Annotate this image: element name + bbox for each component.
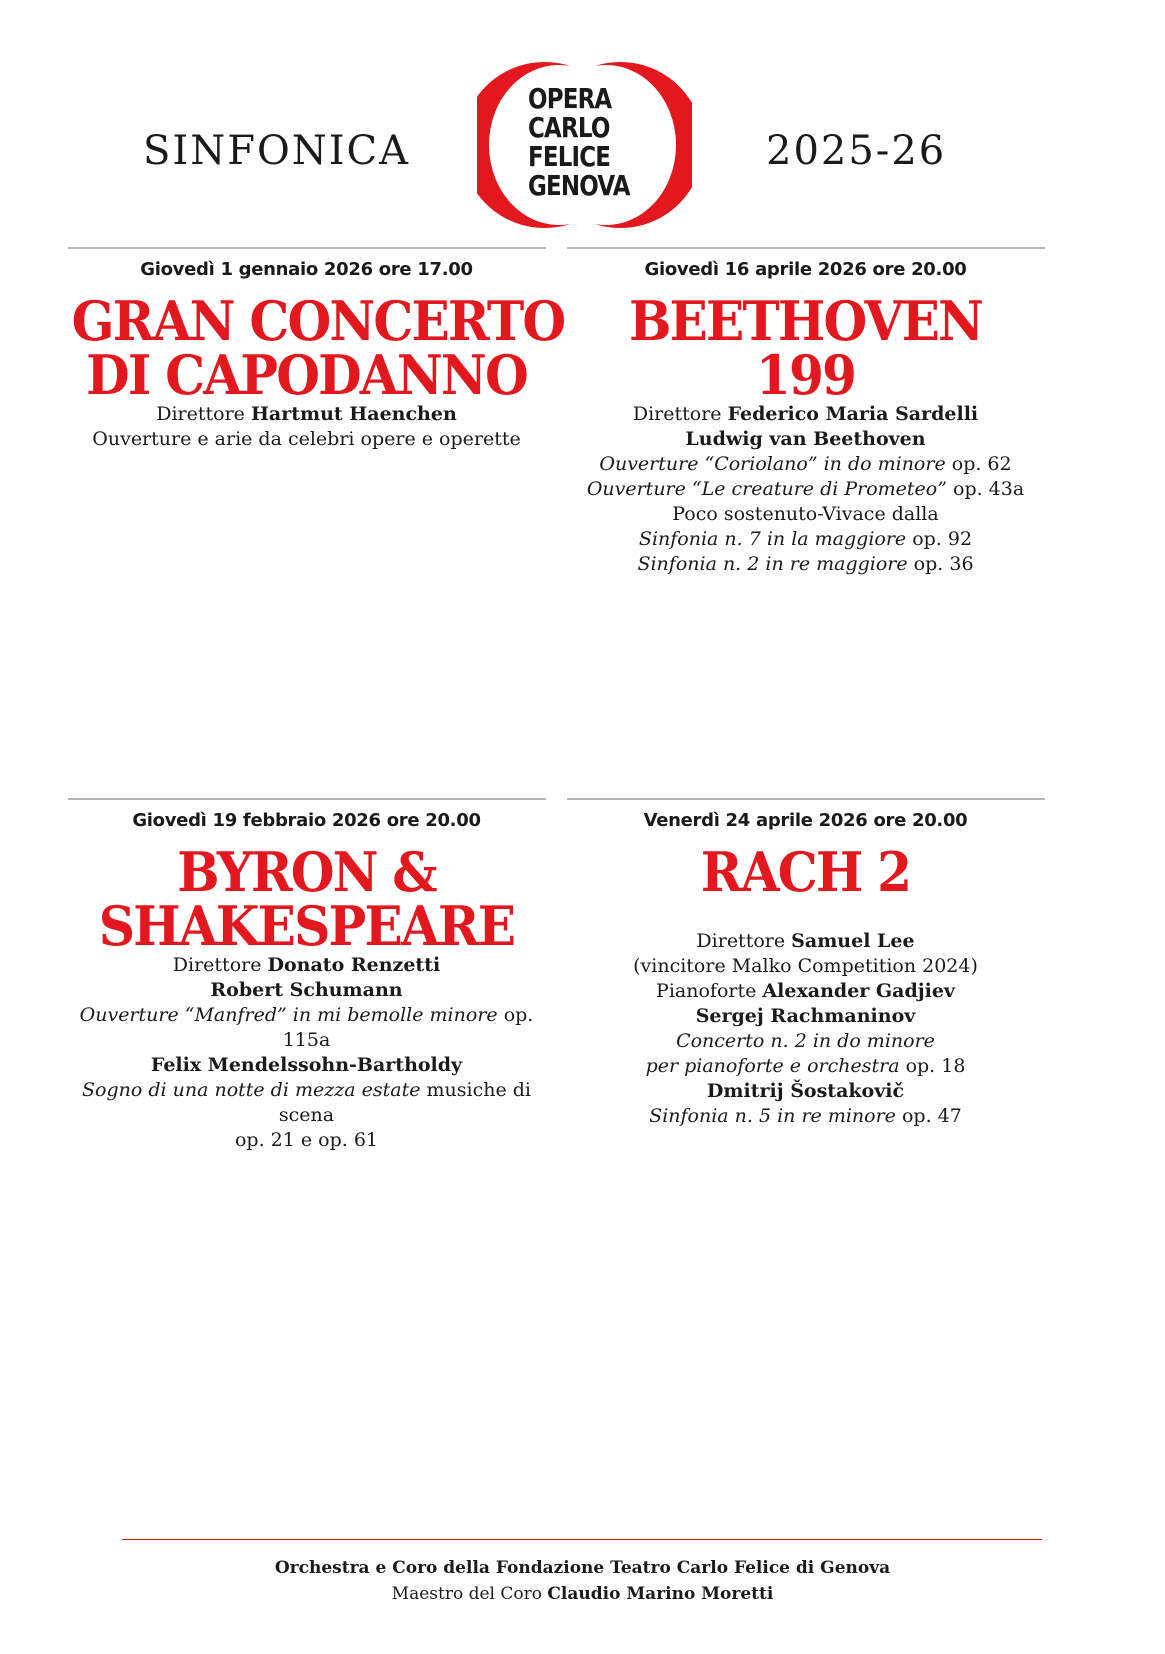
composer-name: Sergej Rachmaninov	[695, 1005, 916, 1027]
work-opus: op. 21 e op. 61	[234, 1129, 379, 1151]
soloist-line: Pianoforte Alexander Gadjiev	[656, 980, 955, 1002]
program-line: Ouverture e arie da celebri opere e operette	[92, 428, 521, 450]
page-footer	[0, 1555, 1165, 1607]
work-line: Ouverture “Manfred” in mi bemolle minore op. 115a	[79, 1004, 534, 1051]
opera-logo-wordmark	[528, 82, 630, 202]
conductor-line: Direttore Samuel Lee	[696, 930, 915, 952]
composer-name: Ludwig van Beethoven	[685, 428, 926, 450]
logo-line: OPERA	[528, 82, 612, 115]
title-line: GRAN CONCERTO	[71, 289, 565, 353]
work-line: per pianoforte e orchestra op. 18	[645, 1055, 966, 1077]
concert-card-beethoven	[553, 247, 1058, 577]
concert-title	[571, 840, 1041, 904]
composer-name: Felix Mendelssohn-Bartholdy	[150, 1054, 463, 1076]
title-line: 199	[755, 343, 856, 407]
concert-title	[571, 289, 1041, 407]
concert-date: Venerdì 24 aprile 2026 ore 20.00	[643, 810, 968, 831]
work-line: Sinfonia n. 5 in re minore op. 47	[649, 1105, 962, 1127]
logo-line: GENOVA	[528, 169, 630, 202]
concert-card-rach2	[553, 798, 1058, 1129]
logo-line: CARLO	[528, 111, 610, 144]
concert-card-capodanno	[54, 247, 565, 452]
chorus-credit: Maestro del Coro Claudio Marino Moretti	[391, 1584, 774, 1604]
work-line: Sinfonia n. 7 in la maggiore op. 92	[638, 528, 973, 550]
work-line: Ouverture “Le creature di Prometeo” op. 43a	[586, 478, 1025, 500]
conductor-line: Direttore Federico Maria Sardelli	[632, 403, 979, 425]
series-label: SINFONICA	[143, 128, 411, 174]
logo-line: FELICE	[528, 140, 611, 173]
title-line: DI CAPODANNO	[86, 343, 527, 407]
concert-title	[71, 289, 565, 407]
work-intro: Poco sostenuto-Vivace dalla	[672, 503, 939, 525]
work-line: Ouverture “Coriolano” in do minore op. 62	[599, 453, 1012, 475]
orchestra-credit: Orchestra e Coro della Fondazione Teatro Carlo Felice di Genova	[274, 1558, 891, 1578]
title-line: RACH 2	[700, 840, 911, 904]
concert-date: Giovedì 1 gennaio 2026 ore 17.00	[140, 259, 473, 280]
composer-name: Robert Schumann	[210, 979, 403, 1001]
conductor-note: (vincitore Malko Competition 2024)	[633, 955, 978, 977]
footer-divider	[122, 1539, 1042, 1540]
concert-title	[72, 840, 542, 958]
conductor-line: Direttore Hartmut Haenchen	[156, 403, 457, 425]
work-line: Concerto n. 2 in do minore	[676, 1030, 935, 1052]
concert-card-byron	[54, 798, 559, 1153]
concert-date: Giovedì 16 aprile 2026 ore 20.00	[644, 259, 967, 280]
season-year: 2025-26	[766, 128, 947, 174]
concert-date: Giovedì 19 febbraio 2026 ore 20.00	[132, 810, 481, 831]
title-line: SHAKESPEARE	[98, 894, 515, 958]
conductor-line: Direttore Donato Renzetti	[172, 954, 441, 976]
composer-name: Dmitrij Šostakovič	[706, 1080, 905, 1102]
title-line: BEETHOVEN	[628, 289, 983, 353]
title-line: BYRON &	[177, 840, 436, 904]
page-header	[0, 0, 1165, 240]
work-line: Sogno di una notte di mezza estate musiche di scena	[82, 1079, 531, 1126]
work-line: Sinfonia n. 2 in re maggiore op. 36	[637, 553, 974, 575]
